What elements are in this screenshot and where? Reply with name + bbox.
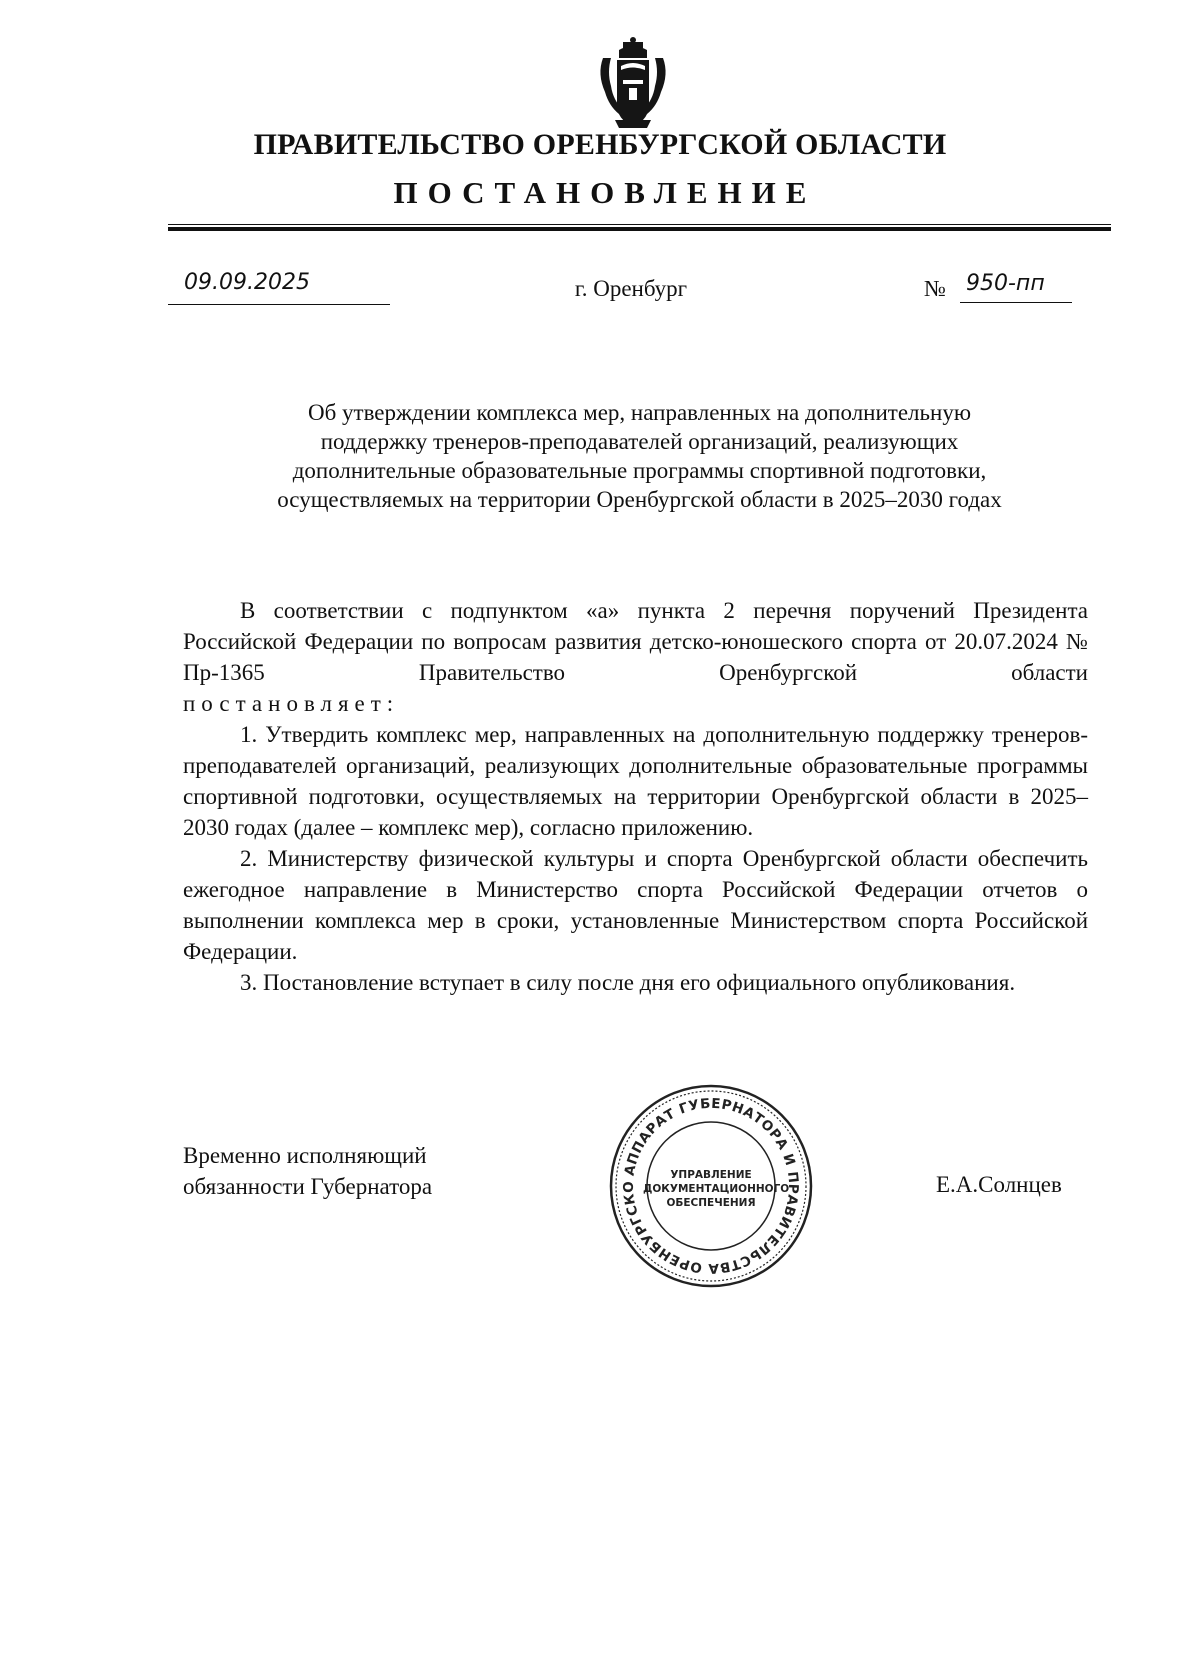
document-subject [168,398,1111,514]
document-body [183,595,1088,998]
document-date: 09.09.2025 [184,270,310,295]
signatory-name: Е.А.Солнцев [936,1172,1062,1197]
seal-center-line: ОБЕСПЕЧЕНИЯ [666,1197,756,1209]
subject-line: поддержку тренеров-преподавателей организаций, реализующих [320,429,959,454]
subject-line: Об утверждении комплекса мер, направленных на дополнительную [307,400,972,425]
clause-3: 3. Постановление вступает в силу после дня его официального опубликования. [240,970,1016,995]
header-divider-thin [168,224,1111,225]
seal-ring-text: АППАРАТ ГУБЕРНАТОРА И ПРАВИТЕЛЬСТВА ОРЕНБУРГСКО [620,1095,802,1277]
preamble-paragraph: В соответствии с подпунктом «а» пункта 2 перечня поручений Президента Российской Федерации по вопросам развития детско-юношеского спорта от 20.07.2024 № Пр-1365 Правительство Оренбургской области [183,598,1088,685]
clause-2: 2. Министерству физической культуры и спорта Оренбургской области обеспечить ежегодное направление в Министерство спорта Российской Федерации отчетов о выполнении комплекса мер в сроки, установленные Министерством спорта Российской Федерации. [183,846,1088,964]
signatory-position-line: обязанности Губернатора [183,1174,433,1199]
header-divider-thick [168,227,1111,231]
seal-center-line: ДОКУМЕНТАЦИОННОГО [643,1183,790,1195]
document-number-block [924,271,1072,304]
organization-title: ПРАВИТЕЛЬСТВО ОРЕНБУРГСКОЙ ОБЛАСТИ [253,128,947,161]
number-sign: № [924,276,946,301]
seal-center-line: УПРАВЛЕНИЕ [670,1169,752,1181]
document-meta-row [168,268,1088,308]
signatory-position-line: Временно исполняющий [183,1143,427,1168]
signatory-position [183,1140,432,1202]
document-type-title: ПОСТАНОВЛЕНИЕ [393,175,817,210]
number-field [960,271,1072,303]
document-number: 950-пп [966,271,1045,296]
document-city: г. Оренбург [574,276,688,301]
resolves-word: постановляет: [183,691,400,716]
subject-line: дополнительные образовательные программы спортивной подготовки, [292,458,987,483]
seal-center-text [643,1168,790,1210]
official-seal [607,1082,815,1290]
coat-of-arms-emblem [593,36,673,134]
clause-1: 1. Утвердить комплекс мер, направленных на дополнительную поддержку тренеров-преподавателей организаций, реализующих дополнительные образовательные программы спортивной подготовки, осуществляемых на территории Оренбургской области в 2025–2030 годах (далее – комплекс мер), согласно приложению. [183,722,1088,840]
subject-line: осуществляемых на территории Оренбургской области в 2025–2030 годах [277,487,1002,512]
